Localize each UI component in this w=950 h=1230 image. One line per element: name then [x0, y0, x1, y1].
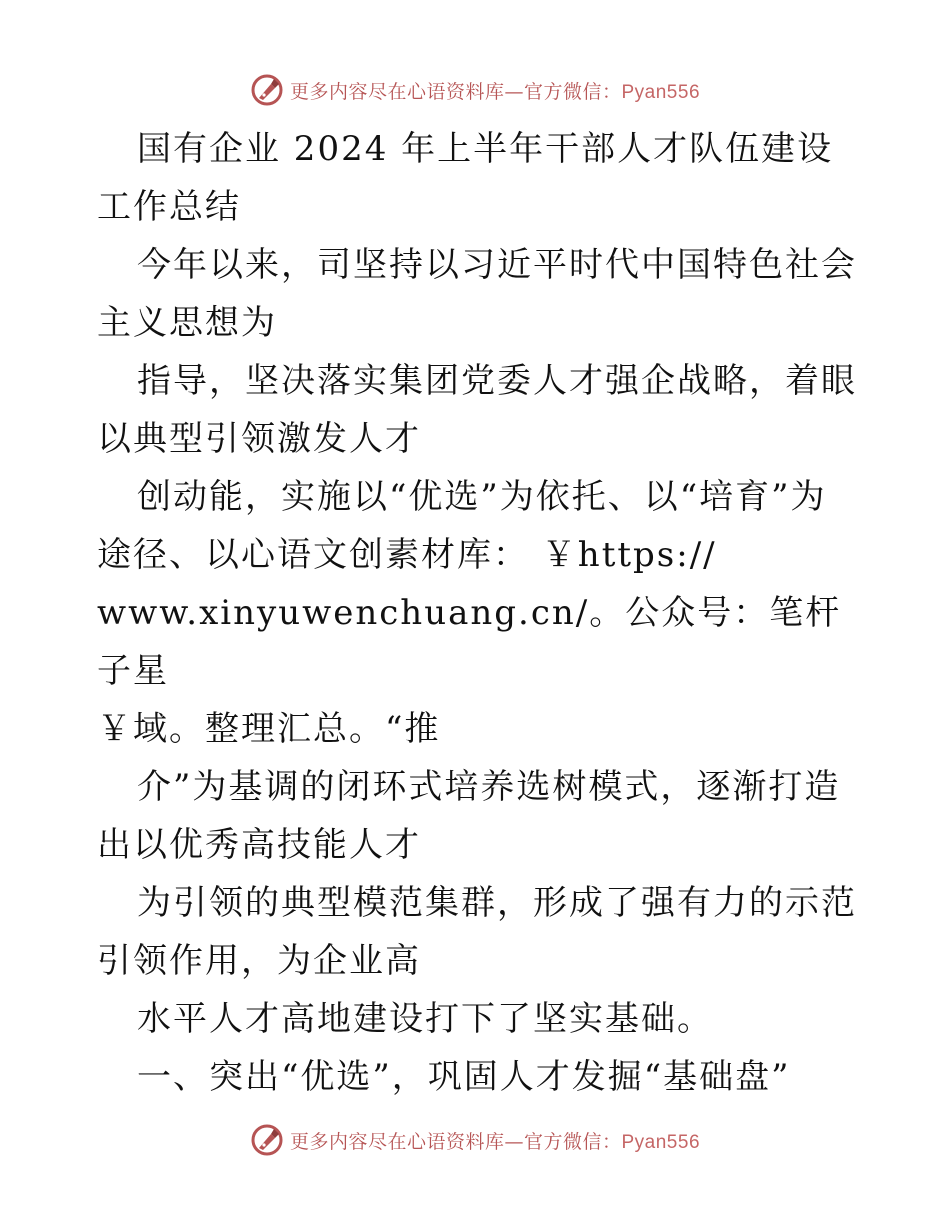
header-site-name: 更多内容尽在心语资料库	[289, 80, 505, 103]
section-heading: 一、突出“优选”，巩固人才发掘“基础盘”	[137, 1057, 791, 1097]
paragraph: 介”为基调的闭环式培养选树模式，逐渐打造出以优秀高技能人才	[97, 767, 841, 865]
header-banner-text	[290, 77, 700, 104]
paragraph: www.xinyuwenchuang.cn/。公众号：笔杆子星	[97, 593, 842, 691]
footer-site-name: 更多内容尽在心语资料库	[289, 1130, 505, 1153]
footer-wechat-label: 官方微信：	[523, 1130, 622, 1153]
paragraph: 为引领的典型模范集群，形成了强有力的示范引领作用，为企业高	[97, 883, 857, 981]
header-separator: —	[504, 80, 524, 103]
footer-separator: —	[504, 1130, 524, 1153]
page-header	[0, 70, 950, 110]
footer-wechat-id: Pyan556	[621, 1131, 701, 1153]
paragraph: 水平人才高地建设打下了坚实基础。	[137, 999, 713, 1039]
page-footer	[0, 1120, 950, 1160]
pen-nib-logo-icon	[250, 73, 284, 107]
pen-nib-logo-icon	[250, 1123, 284, 1157]
paragraph: 今年以来，司坚持以习近平时代中国特色社会主义思想为	[97, 245, 857, 343]
paragraph: 指导，坚决落实集团党委人才强企战略，着眼以典型引领激发人才	[97, 361, 857, 459]
header-wechat-id: Pyan556	[621, 81, 701, 103]
paragraph: 创动能，实施以“优选”为依托、以“培育”为途径、以心语文创素材库： ￥https://	[97, 477, 827, 575]
paragraph: ￥域。整理汇总。“推	[97, 709, 441, 749]
document-title: 国有企业 2024 年上半年干部人才队伍建设工作总结	[97, 129, 834, 227]
footer-banner	[250, 1123, 700, 1157]
header-wechat-label: 官方微信：	[523, 80, 622, 103]
header-banner	[250, 73, 700, 107]
document-body	[97, 120, 857, 1106]
footer-banner-text	[290, 1127, 700, 1154]
